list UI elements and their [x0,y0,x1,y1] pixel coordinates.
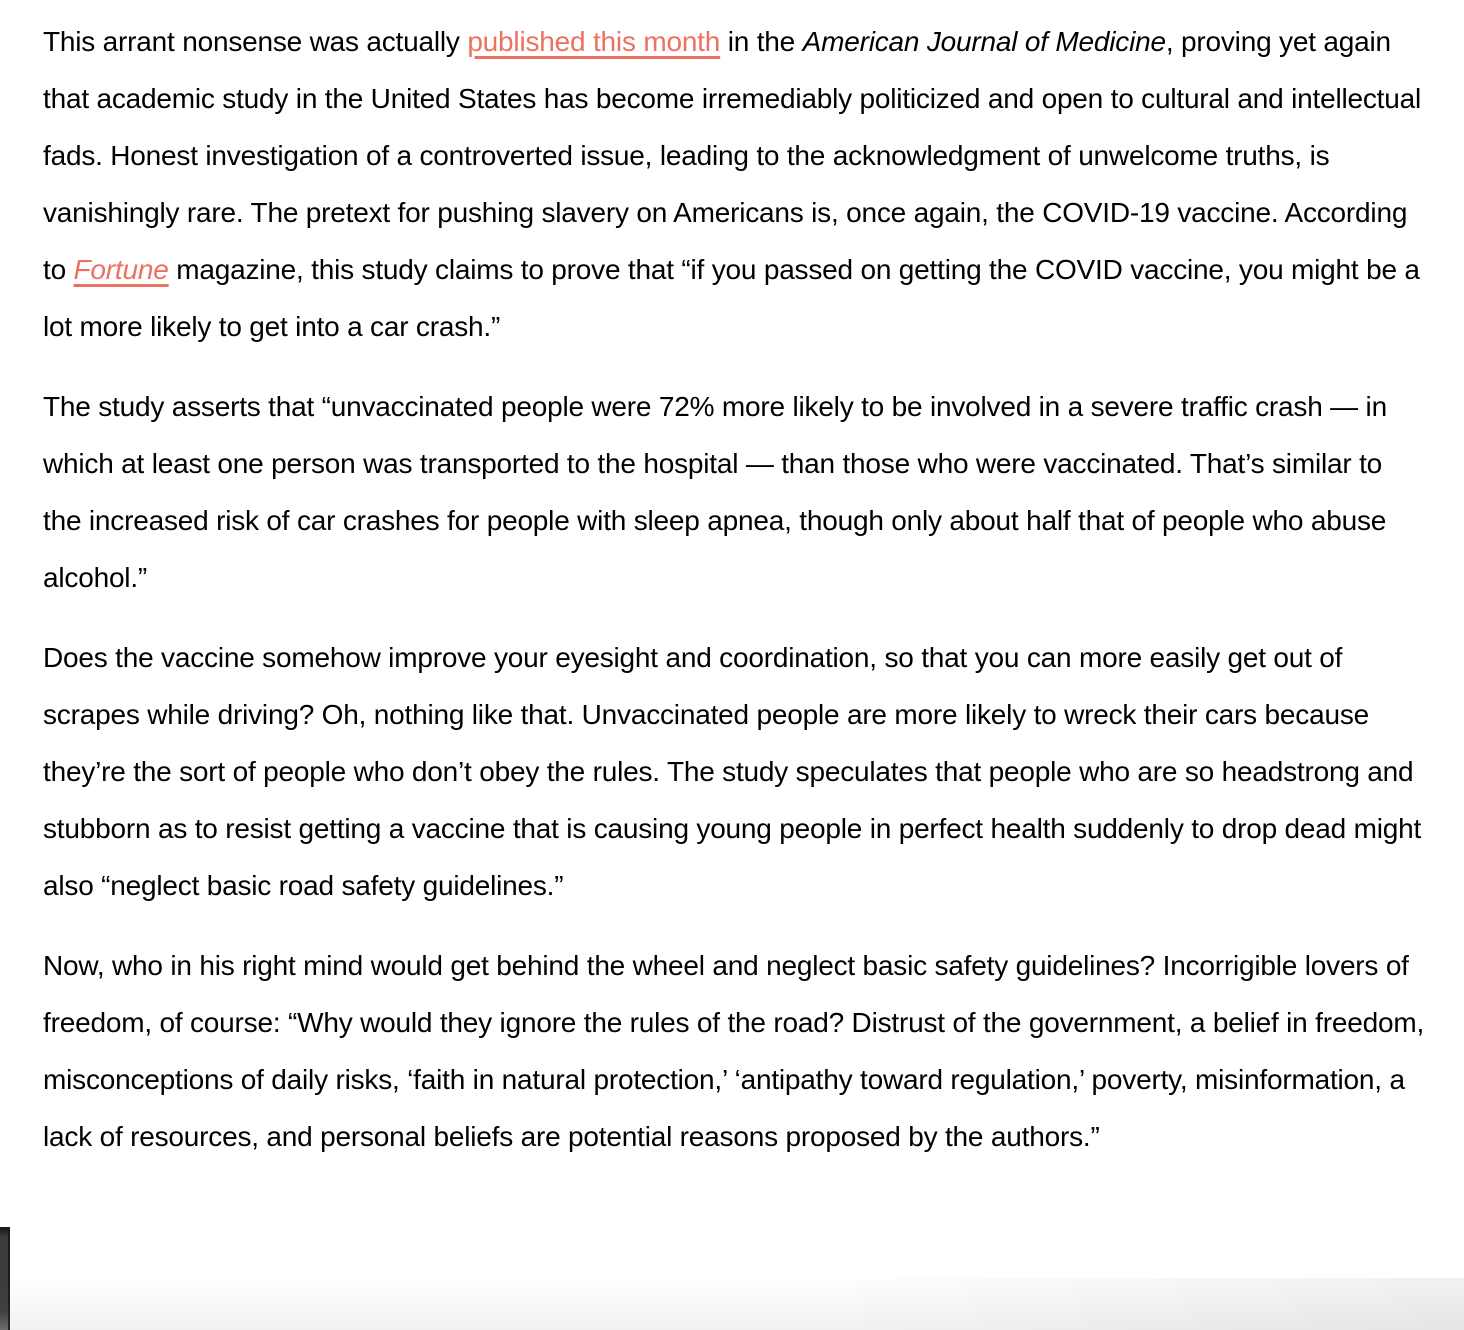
text-run: The study asserts that “unvaccinated people were 72% more likely to be involved in a severe traffic crash — in which at least one person was transported to the hospital — than those who were vaccinated. That’s similar to the increased risk of car crashes for people with sleep apnea, though only about half that of people who abuse alcohol.” [43,391,1387,593]
scrollbar-fragment[interactable] [0,1227,10,1330]
page-bottom-shade [0,1278,1464,1330]
text-run: in the [720,26,803,57]
text-run: magazine, this study claims to prove that “if you passed on getting the COVID vaccine, you might be a lot more likely to get into a car crash.” [43,254,1420,342]
published-this-month-link[interactable]: published this month [467,26,721,57]
italic-text: American Journal of Medicine [802,26,1166,57]
text-run: Now, who in his right mind would get behind the wheel and neglect basic safety guidelines? Incorrigible lovers of freedom, of course: “Why would they ignore the rules of the road? Distrust of the government, a belief in freedom, misconceptions of daily risks, ‘faith in natural protection,’ ‘antipathy toward regulation,’ poverty, misinformation, a lack of resources, and personal beliefs are potential reasons proposed by the authors.” [43,950,1425,1152]
text-run: Does the vaccine somehow improve your eyesight and coordination, so that you can more easily get out of scrapes while driving? Oh, nothing like that. Unvaccinated people are more likely to wreck their cars because they’re the sort of people who don’t obey the rules. The study speculates that people who are so headstrong and stubborn as to resist getting a vaccine that is causing young people in perfect health suddenly to drop dead might also “neglect basic road safety guidelines.” [43,642,1422,901]
text-run: This arrant nonsense was actually [43,26,468,57]
paragraph [43,13,1426,355]
paragraph [43,937,1426,1165]
fortune-link[interactable]: Fortune [73,254,169,285]
paragraph [43,378,1426,606]
text-run: , proving yet again that academic study in the United States has become irremediably politicized and open to cultural and intellectual fads. Honest investigation of a controverted issue, leading to the acknowledgment of unwelcome truths, is vanishingly rare. The pretext for pushing slavery on Americans is, once again, the COVID-19 vaccine. According to [43,26,1422,285]
paragraph [43,629,1426,914]
article-body [43,13,1426,1188]
